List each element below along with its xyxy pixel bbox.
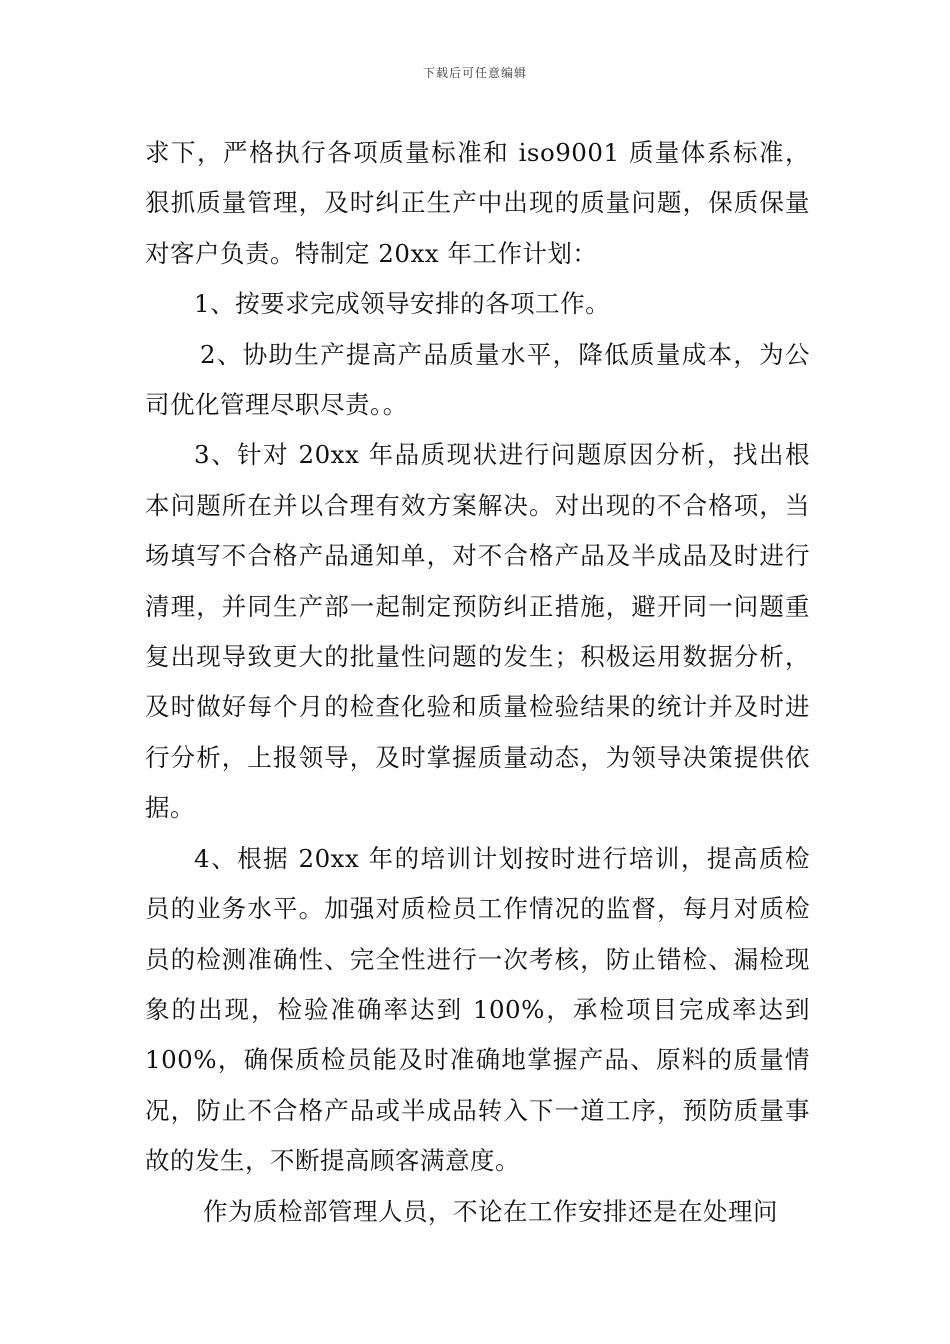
paragraph-item-3: 3、针对 20xx 年品质现状进行问题原因分析，找出根本问题所在并以合理有效方案解决。对出现的不合格项，当场填写不合格产品通知单，对不合格产品及半成品及时进行清理，并同生产部一起制定预防纠正措施，避开同一问题重复出现导致更大的批量性问题的发生；积极运用数据分析，及时做好每个月的检查化验和质量检验结果的统计并及时进行分析，上报领导，及时掌握质量动态，为领导决策提供依据。	[145, 440, 810, 823]
paragraph-item-4: 4、根据 20xx 年的培训计划按时进行培训，提高质检员的业务水平。加强对质检员工作情况的监督，每月对质检员的检测准确性、完全性进行一次考核，防止错检、漏检现象的出现，检验准确率达到 100%，承检项目完成率达到 100%，确保质检员能及时准确地掌握产品、原料的质量情况，防止不合格产品或半成品转入下一道工序，预防质量事故的发生，不断提高顾客满意度。	[145, 843, 810, 1176]
paragraph-intro-continuation: 求下，严格执行各项质量标准和 iso9001 质量体系标准，狠抓质量管理，及时纠正生产中出现的质量问题，保质保量对客户负责。特制定 20xx 年工作计划：	[145, 138, 810, 268]
paragraph-item-1: 1、按要求完成领导安排的各项工作。	[194, 289, 611, 319]
paragraph-closing: 作为质检部管理人员，不论在工作安排还是在处理问	[203, 1196, 778, 1226]
document-body	[145, 128, 810, 1237]
paragraph-item-2: 2、协助生产提高产品质量水平，降低质量成本，为公司优化管理尽职尽责。。	[145, 339, 810, 420]
header-note: 下载后可任意编辑	[422, 66, 527, 80]
